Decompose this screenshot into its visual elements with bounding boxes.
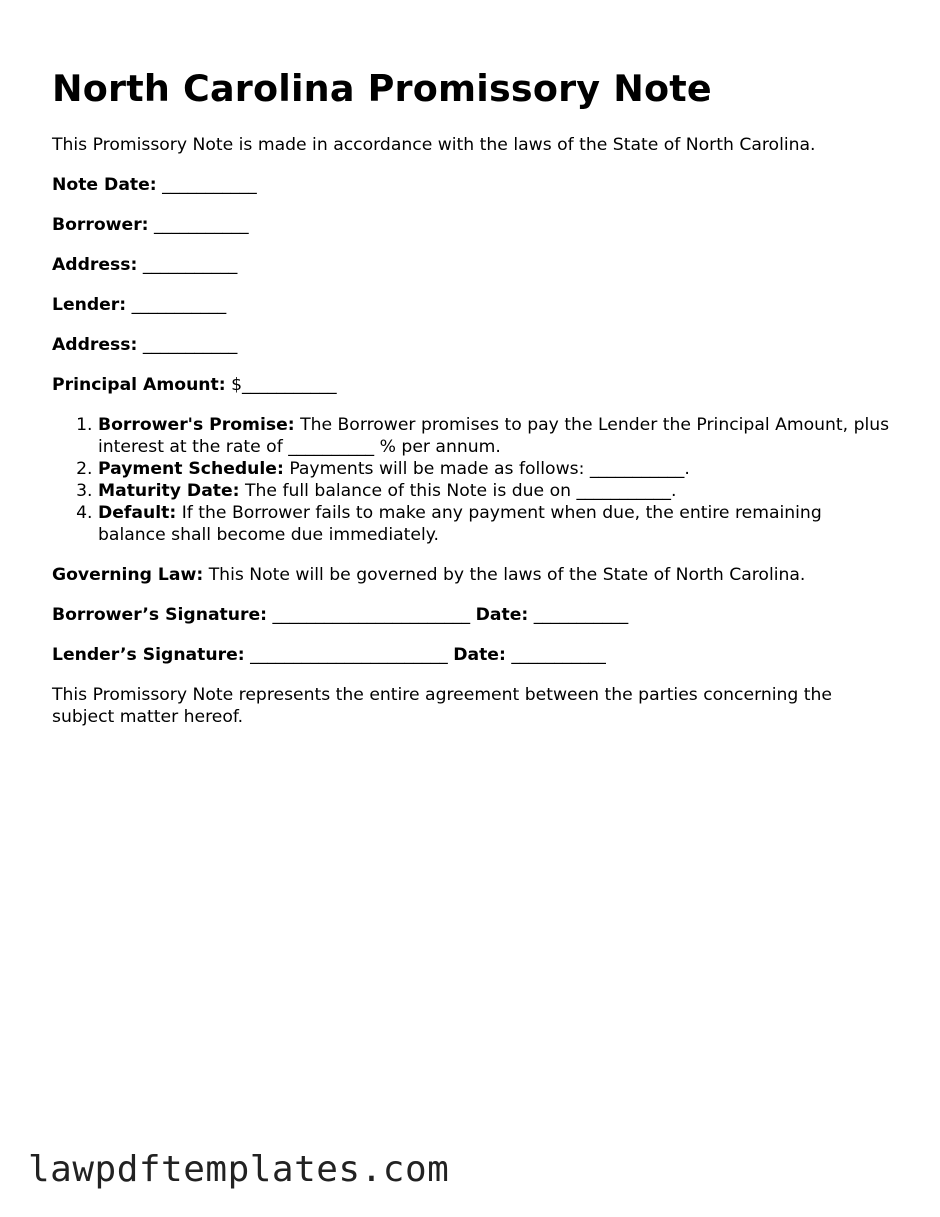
lender-signature-line	[52, 644, 892, 666]
term-label: Payment Schedule:	[98, 459, 284, 479]
field-label: Note Date:	[52, 175, 157, 195]
principal-amount-field	[52, 374, 892, 396]
term-label: Borrower's Promise:	[98, 415, 295, 435]
field-blank: ___________	[154, 215, 249, 235]
note-date-field	[52, 174, 892, 196]
borrower-address-field	[52, 254, 892, 276]
signature-label: Lender’s Signature:	[52, 645, 245, 665]
term-text: The Borrower promises to pay the Lender the Principal Amount, plus interest at the rate of __________ % per annum.	[98, 415, 890, 457]
list-item	[98, 480, 892, 502]
date-blank: ___________	[511, 645, 606, 665]
lender-address-field	[52, 334, 892, 356]
list-item	[98, 458, 892, 480]
governing-law	[52, 564, 892, 586]
borrower-signature-line	[52, 604, 892, 626]
signature-blank: _______________________	[250, 645, 448, 665]
term-label: Default:	[98, 503, 177, 523]
term-text: If the Borrower fails to make any payment when due, the entire remaining balance shall become due immediately.	[98, 503, 822, 545]
list-item	[98, 502, 892, 546]
closing-paragraph: This Promissory Note represents the entire agreement between the parties concerning the subject matter hereof.	[52, 685, 832, 727]
signature-blank: _______________________	[272, 605, 471, 625]
governing-law-text: This Note will be governed by the laws of the State of North Carolina.	[208, 565, 806, 585]
borrower-field	[52, 214, 892, 236]
list-item	[98, 414, 892, 458]
governing-law-label: Governing Law:	[52, 565, 204, 585]
field-blank: ___________	[162, 175, 257, 195]
term-text: The full balance of this Note is due on ___________.	[245, 481, 677, 501]
date-label: Date:	[475, 605, 529, 625]
intro-paragraph: This Promissory Note is made in accordance with the laws of the State of North Carolina.	[52, 135, 816, 155]
field-label: Address:	[52, 255, 138, 275]
field-blank: ___________	[142, 335, 238, 355]
document-page	[52, 66, 892, 728]
term-text: Payments will be made as follows: ___________.	[289, 459, 690, 479]
field-blank: $___________	[231, 375, 337, 395]
terms-list	[52, 414, 892, 546]
field-label: Lender:	[52, 295, 127, 315]
document-title: North Carolina Promissory Note	[52, 67, 712, 110]
date-blank: ___________	[533, 605, 629, 625]
signature-label: Borrower’s Signature:	[52, 605, 268, 625]
term-label: Maturity Date:	[98, 481, 240, 501]
field-blank: ___________	[131, 295, 227, 315]
date-label: Date:	[453, 645, 506, 665]
field-label: Borrower:	[52, 215, 149, 235]
lender-field	[52, 294, 892, 316]
field-label: Principal Amount:	[52, 375, 226, 395]
field-label: Address:	[52, 335, 138, 355]
field-blank: ___________	[142, 255, 238, 275]
watermark: lawpdftemplates.com	[28, 1149, 450, 1190]
